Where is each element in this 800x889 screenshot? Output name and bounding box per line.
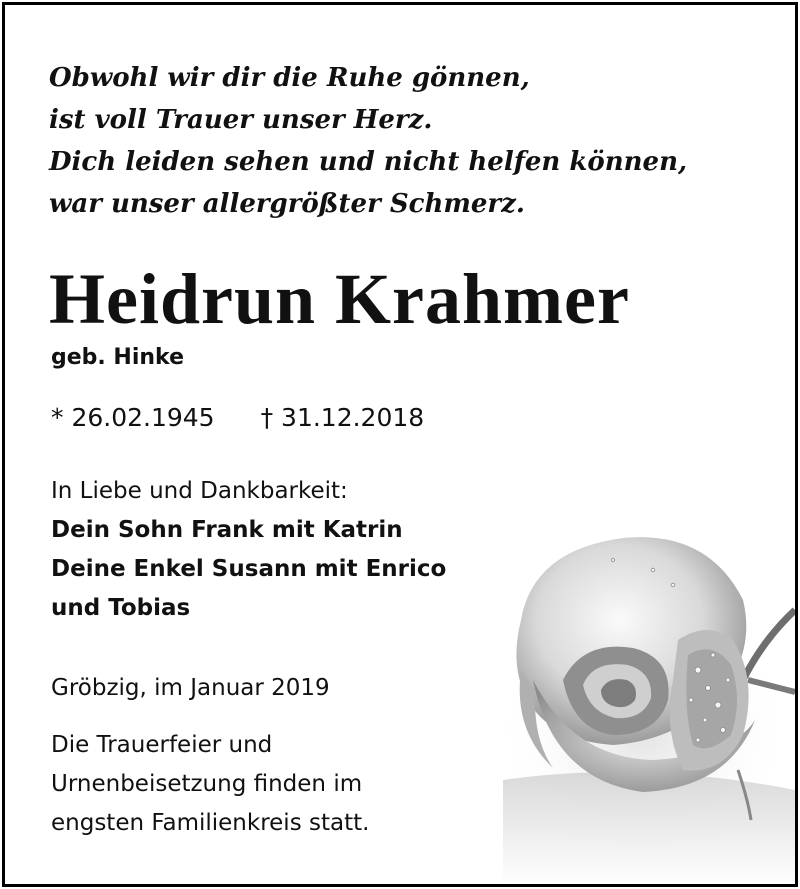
mourners-intro: In Liebe und Dankbarkeit: [51,478,348,504]
notice-line: engsten Familienkreis statt. [51,810,370,836]
birth-date: * 26.02.1945 [51,403,215,432]
obituary-frame [2,2,798,887]
notice-line: Die Trauerfeier und [51,732,273,758]
place-date: Gröbzig, im Januar 2019 [51,675,330,701]
poem-line: Dich leiden sehen und nicht helfen können, [49,147,688,177]
funeral-notice [51,726,369,843]
mourners-list [51,511,446,628]
poem-line: ist voll Trauer unser Herz. [49,105,433,135]
death-date: † 31.12.2018 [260,403,425,432]
mourner-line: Dein Sohn Frank mit Katrin [51,517,403,543]
maiden-name: geb. Hinke [51,345,185,370]
notice-line: Urnenbeisetzung finden im [51,771,363,797]
mourner-line: Deine Enkel Susann mit Enrico [51,556,447,582]
rose-icon [493,530,795,886]
poem-line: war unser allergrößter Schmerz. [49,189,525,219]
life-dates [51,403,424,432]
deceased-name: Heidrun Krahmer [49,259,630,339]
poem [49,57,687,225]
poem-line: Obwohl wir dir die Ruhe gönnen, [49,63,530,93]
mourner-line: und Tobias [51,595,191,621]
